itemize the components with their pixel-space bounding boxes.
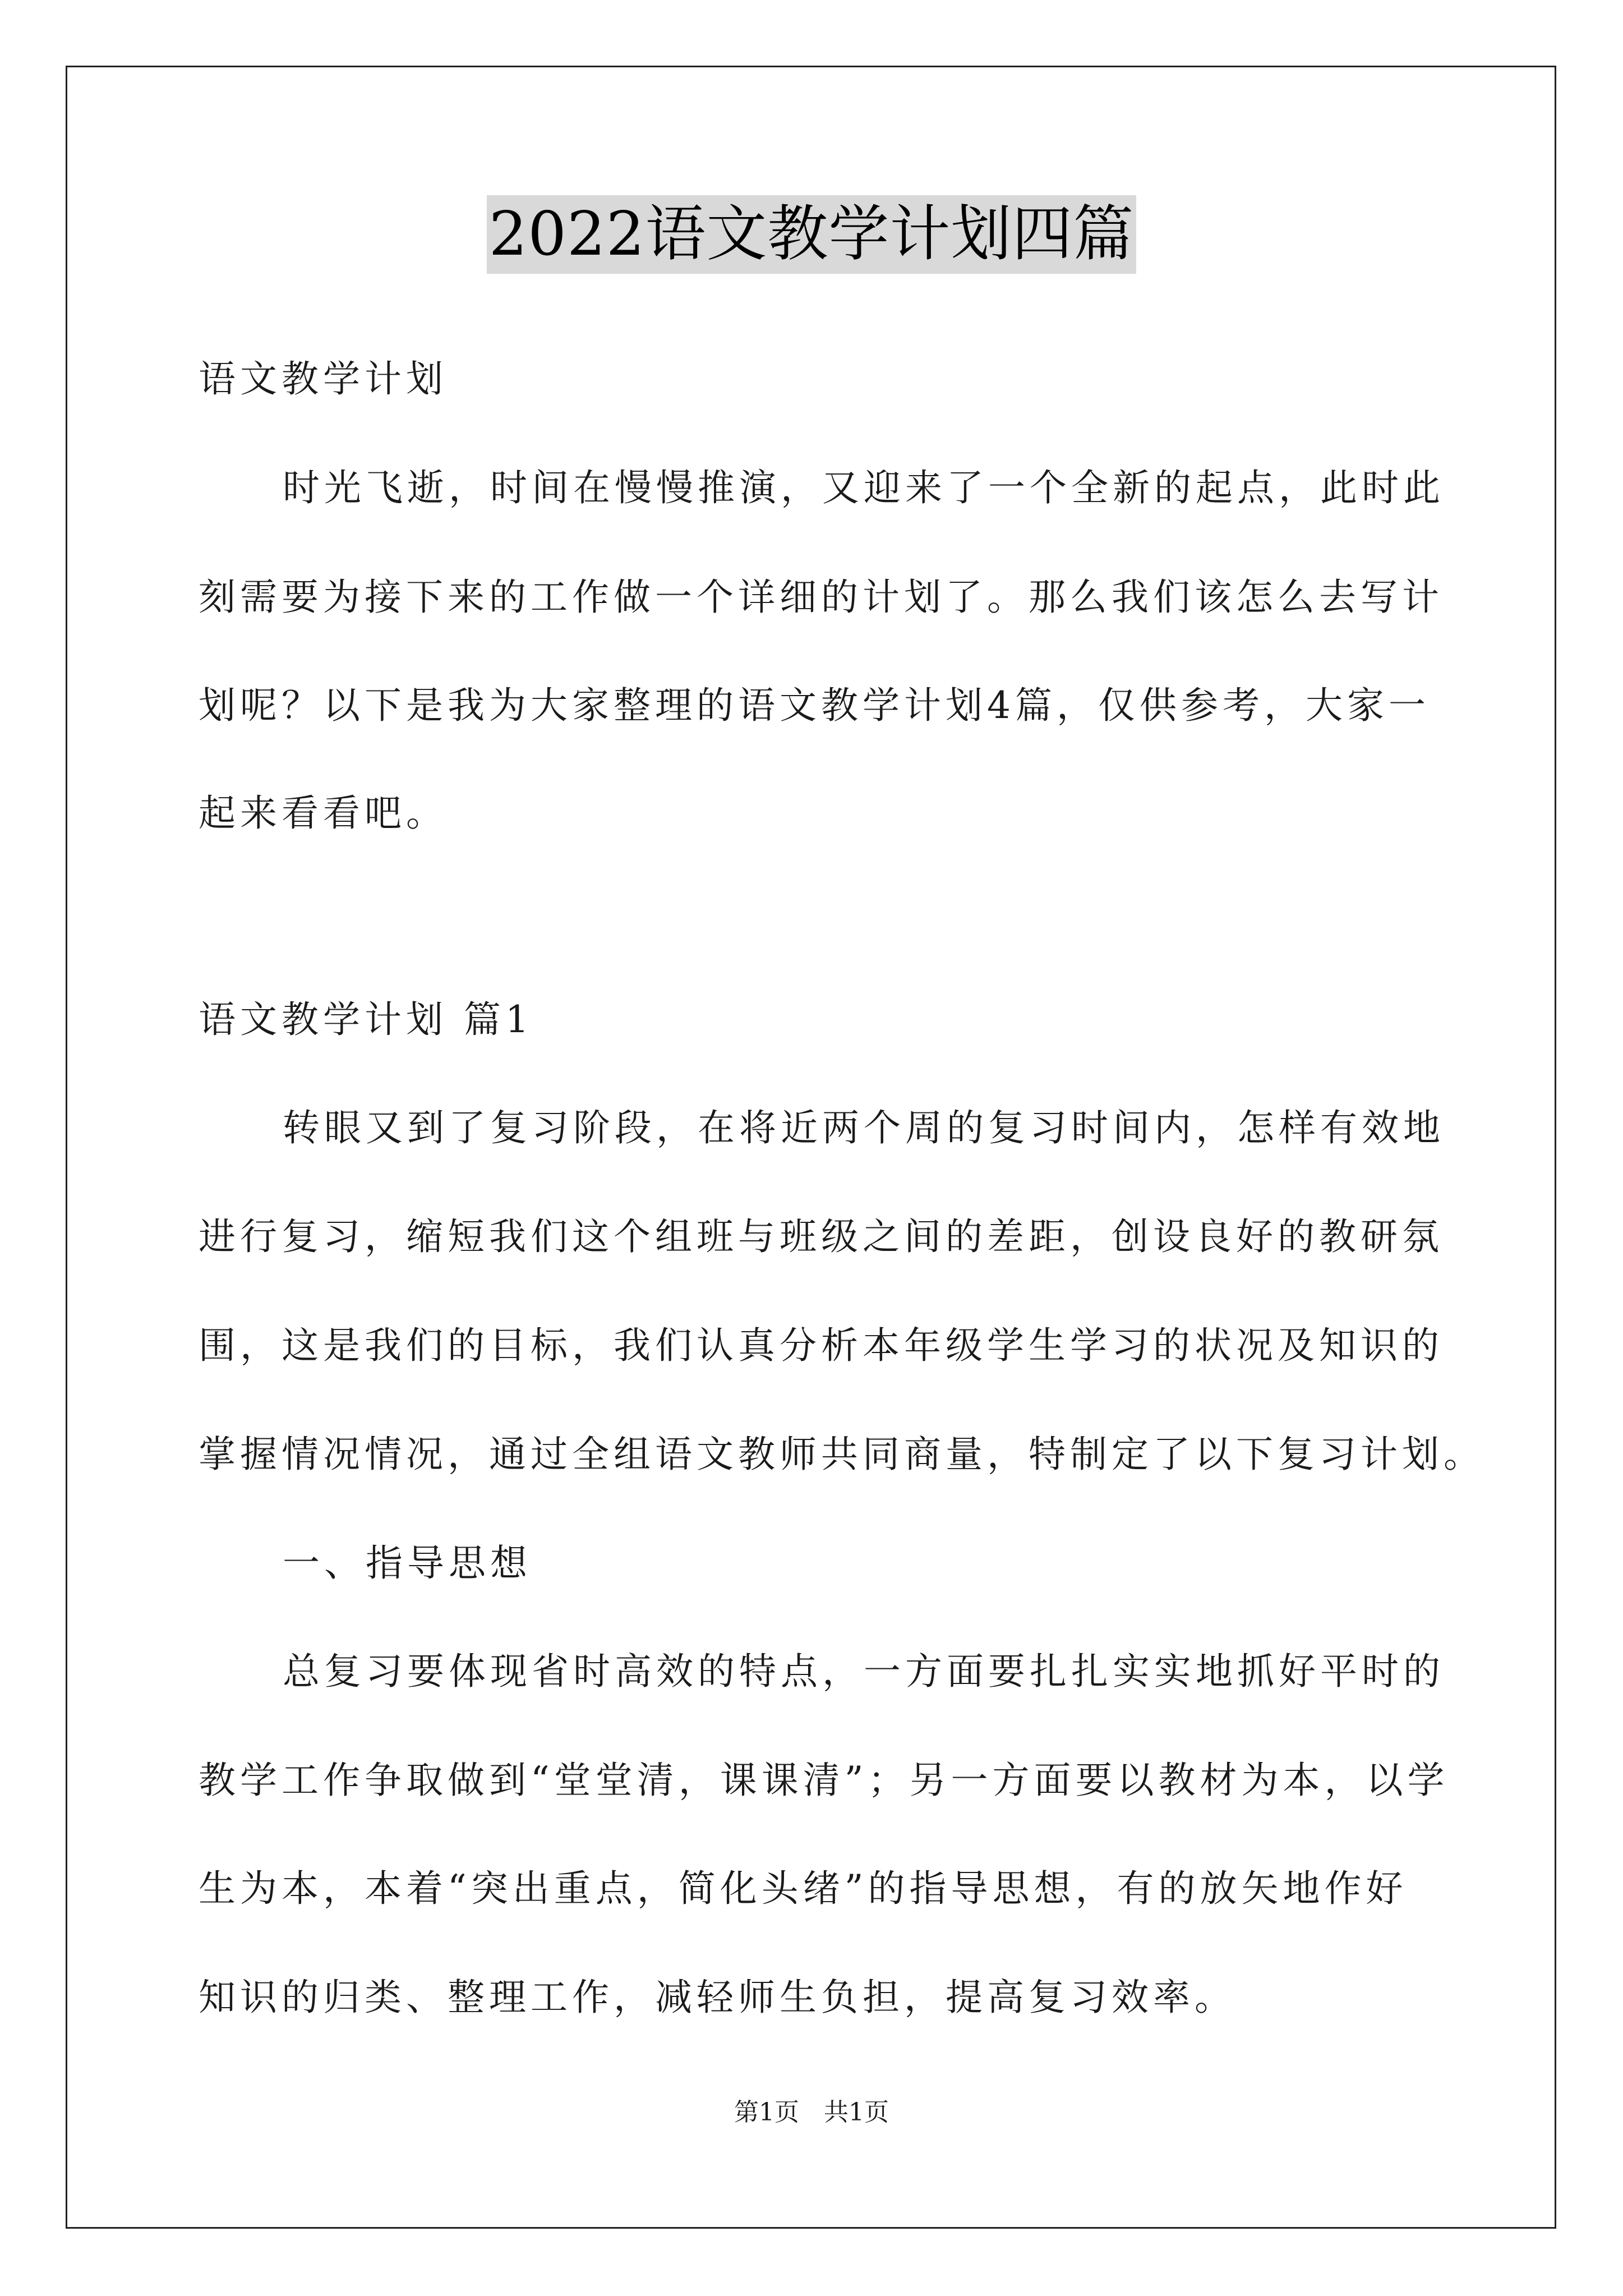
section-heading: 语文教学计划: [199, 357, 448, 401]
paragraph-line: 掌握情况情况，通过全组语文教师共同商量，特制定了以下复习计划。: [199, 1433, 1485, 1476]
paragraph-line: 教学工作争取做到“堂堂清，课课清”；另一方面要以教材为本，以学: [199, 1759, 1449, 1802]
paragraph-line: 进行复习，缩短我们这个组班与班级之间的差距，创设良好的教研氛: [199, 1215, 1444, 1258]
paragraph-line: 划呢？以下是我为大家整理的语文教学计划4篇，仅供参考，大家一: [199, 684, 1430, 727]
paragraph-line: 知识的归类、整理工作，减轻师生负担，提高复习效率。: [199, 1976, 1236, 2019]
paragraph-line: 刻需要为接下来的工作做一个详细的计划了。那么我们该怎么去写计: [199, 576, 1444, 619]
page-footer: 第1页 共1页: [734, 2098, 889, 2127]
paragraph-line: 转眼又到了复习阶段，在将近两个周的复习时间内，怎样有效地: [283, 1106, 1445, 1149]
paragraph-line: 时光飞逝，时间在慢慢推演，又迎来了一个全新的起点，此时此: [283, 466, 1445, 509]
paragraph-line: 围，这是我们的目标，我们认真分析本年级学生学习的状况及知识的: [199, 1324, 1444, 1367]
subsection-heading: 一、指导思想: [283, 1542, 532, 1585]
document-title: 2022语文教学计划四篇: [487, 195, 1137, 274]
title-container: [0, 195, 1623, 274]
paragraph-line: 生为本，本着“突出重点，简化头绪”的指导思想，有的放矢地作好: [199, 1867, 1408, 1910]
section-heading: 语文教学计划 篇1: [199, 998, 533, 1041]
paragraph-line: 起来看看吧。: [199, 792, 448, 835]
paragraph-line: 总复习要体现省时高效的特点，一方面要扎扎实实地抓好平时的: [283, 1650, 1445, 1693]
